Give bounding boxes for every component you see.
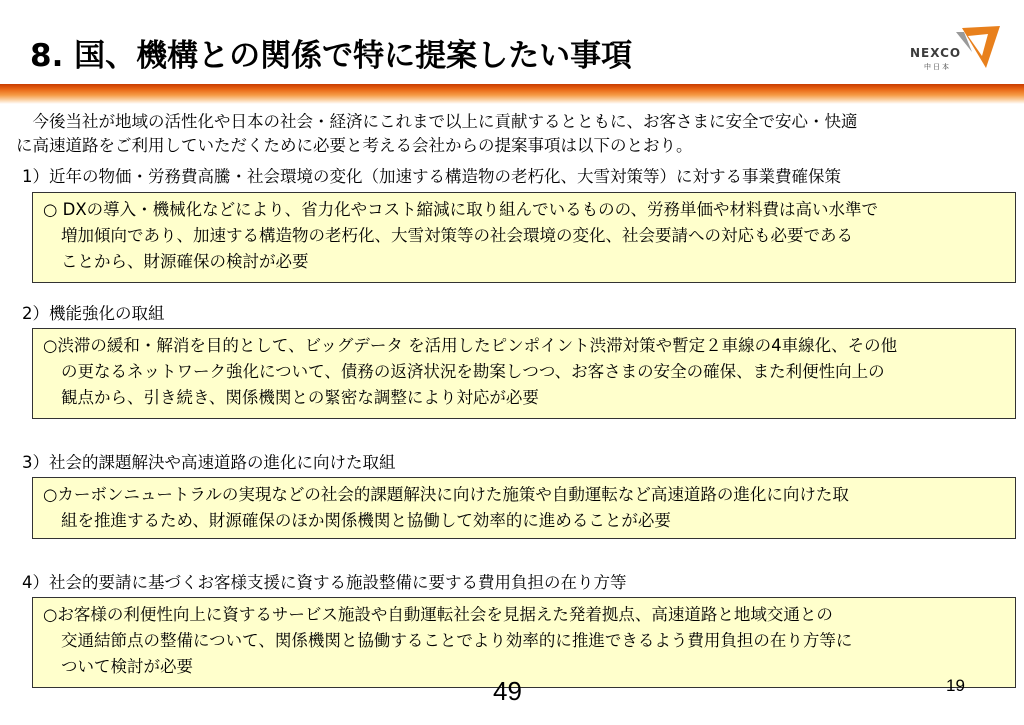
title-rule bbox=[0, 84, 1024, 104]
box-line: ○お客様の利便性向上に資するサービス施設や自動運転社会を見据えた発着拠点、高速道路と地域交通との bbox=[43, 605, 833, 624]
box-line: ついて検討が必要 bbox=[61, 657, 193, 676]
logo-brand-text: NEXCO bbox=[910, 46, 962, 60]
box-line: 交通結節点の整備について、関係機関と協働することでより効率的に推進できるよう費用負担の在り方等に bbox=[61, 631, 853, 650]
intro-line: に高速道路をご利用していただくために必要と考える会社からの提案事項は以下のとおり。 bbox=[16, 136, 693, 155]
logo-sub-text: 中日本 bbox=[924, 63, 951, 71]
section-heading-4: 4）社会的要請に基づくお客様支援に資する施設整備に要する費用負担の在り方等 bbox=[22, 573, 627, 592]
slide-title: 8. 国、機構との関係で特に提案したい事項 bbox=[30, 38, 633, 74]
intro-text bbox=[16, 110, 1006, 158]
nexco-logo bbox=[902, 22, 1002, 78]
section-heading-1: 1）近年の物価・労務費高騰・社会環境の変化（加速する構造物の老朽化、大雪対策等）に対する事業費確保策 bbox=[22, 167, 841, 186]
box-line: 増加傾向であり、加速する構造物の老朽化、大雪対策等の社会環境の変化、社会要請への対応も必要である bbox=[61, 226, 853, 245]
section-box-2 bbox=[32, 328, 1016, 419]
box-line: の更なるネットワーク強化について、債務の返済状況を勘案しつつ、お客さまの安全の確保、また利便性向上の bbox=[61, 362, 885, 381]
box-line: ことから、財源確保の検討が必要 bbox=[61, 252, 309, 271]
page-number: 19 bbox=[946, 676, 965, 695]
box-line: ○カーボンニュートラルの実現などの社会的課題解決に向けた施策や自動運転など高速道路の進化に向けた取 bbox=[43, 485, 849, 504]
section-box-3 bbox=[32, 477, 1016, 539]
section-box-4 bbox=[32, 597, 1016, 688]
section-heading-2: 2）機能強化の取組 bbox=[22, 304, 165, 323]
box-line: ○ DXの導入・機械化などにより、省力化やコスト縮減に取り組んでいるものの、労務単価や材料費は高い水準で bbox=[43, 200, 878, 219]
page-center-number: 49 bbox=[493, 676, 522, 706]
box-line: 観点から、引き続き、関係機関との緊密な調整により対応が必要 bbox=[61, 388, 539, 407]
intro-line: 今後当社が地域の活性化や日本の社会・経済にこれまで以上に貢献するとともに、お客さまに安全で安心・快適 bbox=[32, 112, 858, 131]
section-heading-3: 3）社会的課題解決や高速道路の進化に向けた取組 bbox=[22, 453, 396, 472]
section-box-1 bbox=[32, 192, 1016, 283]
box-line: 組を推進するため、財源確保のほか関係機関と協働して効率的に進めることが必要 bbox=[61, 511, 671, 530]
box-line: ○渋滞の緩和・解消を目的として、ビッグデータ を活用したピンポイント渋滞対策や暫定２車線の4車線化、その他 bbox=[43, 336, 898, 355]
